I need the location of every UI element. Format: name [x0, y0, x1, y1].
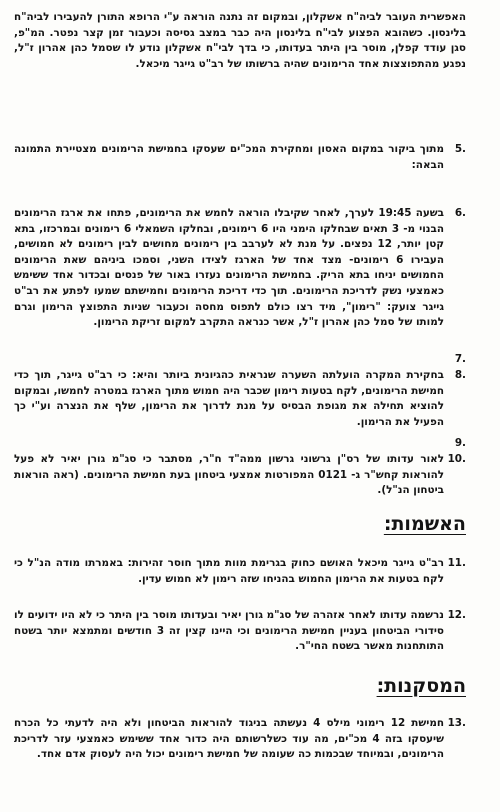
intro-text: האפשרית העובר לביה"ח אשקלון, ובמקום זה נתנה הוראה ע"י הרופא התורן להעבירו לביה"ח בלינסון. כשהובא הפצוע לבי"ח בלינסון היה כבר במצב גסיסה וכעבור זמן קצר נפטר. המ"פ, סגן עודד קפלן, מוסר בין היתר בעדותו, כי בדך לבי"ח אשקלון נודע לו שסמל כהן אהרון ז"ל, נפגע מהתפוצצות אחד הרימונים שהיה ברשותו של רב"ט גייגר מיכאל.	[14, 11, 466, 70]
item-number: 9.	[454, 437, 466, 449]
item-5	[14, 142, 466, 173]
item-6	[14, 206, 466, 331]
item-text: רב"ט גייגר מיכאל האושם כחוק בגרימת מוות מתוך חוסר זהירות: באמרתו מודה הנ"ל כי לקח בטעות את הרימון החמוש בהניחו שזה רימון לא חמוש עדין.	[14, 557, 444, 585]
item-number: 6.	[454, 207, 466, 219]
item-11	[14, 556, 466, 587]
item-13	[14, 716, 466, 763]
item-text: נרשמה עדותו לאחר אזהרה של סג"מ גורן יאיר ובעדותו מוסר בין היתר כי לא היו ידועים לו סידורי הביטחון בעניין חמישת הרימונים וכי היינו קצין זה 3 חודשים ומתמצא יותר בשטח התותחנות מאשר בשטח החי"ר.	[14, 609, 444, 653]
item-number: 7.	[454, 353, 466, 365]
item-number: 5.	[454, 143, 466, 155]
item-10	[14, 452, 466, 499]
item-number: 8.	[454, 369, 466, 381]
item-text: לאור עדותו של רס"ן גרשוני גרשון ממה"ד ח"ר, מסתבר כי סג"מ גורן יאיר לא פעל להוראות קחש"ר ג- 0121 המפורטות אמצעי ביטחון בעת חמישת הרימונים. (ראה הוראות ביטחון הנ"ל).	[14, 453, 444, 497]
conclusions-heading: המסקנות:	[376, 675, 466, 697]
item-text: חמישת 12 רימוני מילס 4 נעשתה בניגוד להוראות הביטחון ולא היה לדעתי כל הכרח שיעסקו בזה 4 מכ"ים, מה עוד כשלרשותם היה כדור אחד ששימש כאמצעי עזר לדריכת הרימונים, ובמיוחד שבכמות כה שעומה של חמישת רימונים יכול היה לעסוק אדם אחד.	[14, 717, 445, 761]
item-number: 12.	[447, 609, 466, 621]
item-12	[14, 608, 466, 655]
accusations-heading: האשמות:	[383, 513, 466, 535]
item-text: בשעה 19:45 לערך, לאחר שקיבלו הוראה לחמש את הרימונים, פתחו את ארגז הרימונים הבנוי מ- 3 תאים שבחלקו הימני היו 6 רימונים, ובחלקו השמאלי 6 רימונים ובמרכזו, בתא קטן יותר, 12 נפצים. על מנת לא לערבב בין רימונים מחושים לבין רימונים לא חמושים, העבירו 6 רימונים- מצד אחד של הארגז לצידו השני, וסמכו ביניהם שאת הרימונים החמושים יניחו בתא הריק. בחמישת הרימונים נעזרו באור של פנסים ובכדור אחד ששימש כאמצעי נשק לדריכת הרימונים. תוך כדי דריכת הרימונים וחמישתם שמעו לפתע את רב"ט גייגר צועק: "רימון", מיד רצו כולם לתפוס מחסה וכעבור שניות התפוצץ הרימון וגרם למותו של סמל כהן אהרון ז"ל, אשר כנראה התקרב למקום זריקת הרימון.	[14, 207, 445, 329]
item-text: מתוך ביקור במקום האסון ומחקירת המכ"ים שעסקו בחמישת הרימונים מצטיירת התמונה הבאה:	[14, 143, 444, 171]
item-number: 10.	[447, 453, 466, 465]
item-text: בחקירת המקרה הועלתה השערה שנראית כהגיונית ביותר והיא: כי רב"ט גייגר, תוך כדי חמישת הרימונים, לקח בטעות רימון שכבר היה חמוש מתוך הארגז במטרה לחמשו, ובמקום להוציא תחילה את מגופת הבסיס על מנת לדרוך את הרימון, שלף את הנצרה וע"י כך הפעיל את הרימון.	[14, 369, 444, 428]
item-number: 13.	[447, 717, 466, 729]
item-number: 11.	[447, 557, 466, 569]
intro-paragraph	[14, 10, 466, 72]
item-8	[14, 368, 466, 430]
